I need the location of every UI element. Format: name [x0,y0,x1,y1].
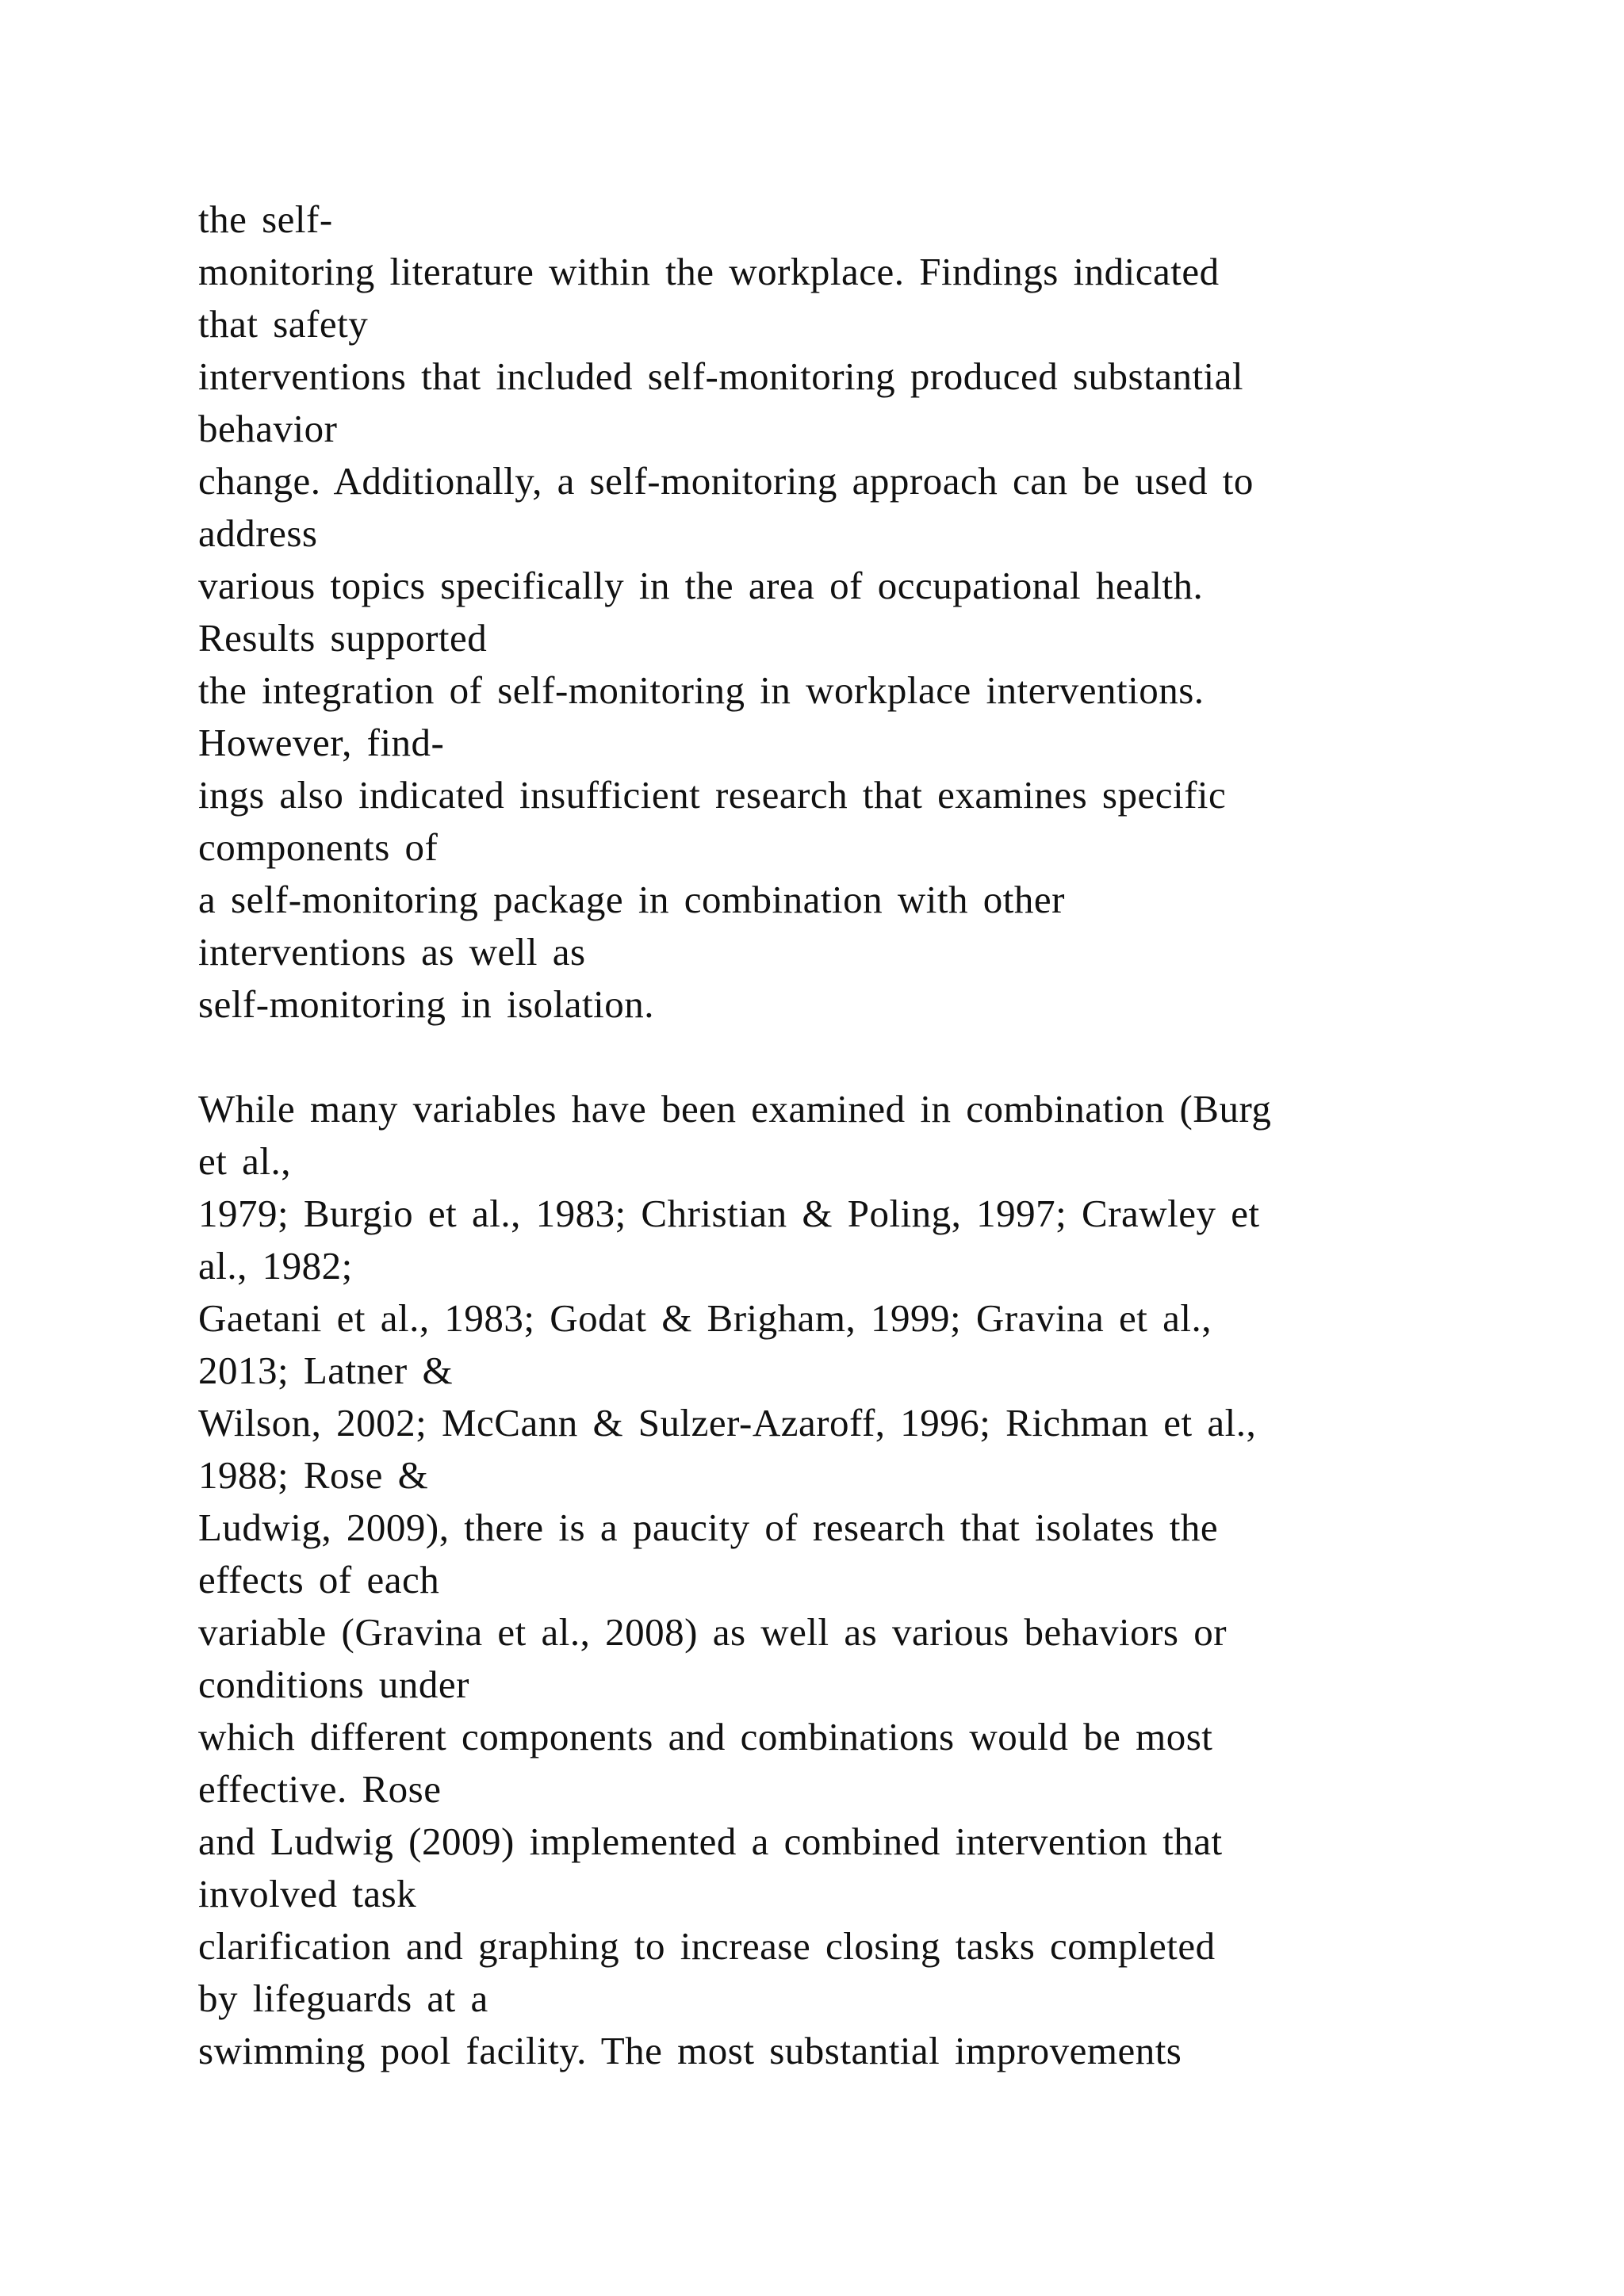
text-line: monitoring literature within the workplace. Findings indicated [198,250,1220,293]
text-line: Wilson, 2002; McCann & Sulzer-Azaroff, 1996; Richman et al., [198,1401,1257,1445]
text-line: While many variables have been examined in combination (Burg [198,1087,1272,1131]
text-line: conditions under [198,1663,469,1706]
text-line: various topics specifically in the area of occupational health. [198,564,1204,607]
text-line: that safety [198,302,369,346]
text-line: the self- [198,197,333,241]
text-line: a self-monitoring package in combination with other [198,878,1065,921]
text-line: swimming pool facility. The most substantial improvements [198,2029,1182,2072]
text-line: Gaetani et al., 1983; Godat & Brigham, 1999; Gravina et al., [198,1296,1212,1340]
text-line: interventions as well as [198,930,586,974]
text-line: interventions that included self-monitoring produced substantial [198,354,1244,398]
paragraph-1 [198,193,1467,1031]
text-line: variable (Gravina et al., 2008) as well as various behaviors or [198,1610,1228,1654]
text-line: behavior [198,407,338,450]
text-line: self-monitoring in isolation. [198,982,654,1026]
text-line: address [198,511,318,555]
text-line: and Ludwig (2009) implemented a combined intervention that [198,1820,1223,1863]
text-line: clarification and graphing to increase closing tasks completed [198,1924,1216,1968]
text-line: et al., [198,1139,291,1183]
text-line: involved task [198,1872,417,1915]
text-line: 1988; Rose & [198,1453,429,1497]
text-line: components of [198,825,439,869]
text-line: change. Additionally, a self-monitoring approach can be used to [198,459,1254,503]
text-line: the integration of self-monitoring in workplace interventions. [198,668,1205,712]
text-line: effects of each [198,1558,440,1601]
text-line: al., 1982; [198,1244,353,1288]
paragraph-2 [198,1083,1467,2077]
text-line: 2013; Latner & [198,1349,454,1392]
text-line: Ludwig, 2009), there is a paucity of research that isolates the [198,1506,1219,1549]
text-line: ings also indicated insufficient research that examines specific [198,773,1227,817]
text-line: which different components and combinations would be most [198,1715,1213,1758]
text-line: effective. Rose [198,1767,442,1811]
text-line: 1979; Burgio et al., 1983; Christian & Poling, 1997; Crawley et [198,1192,1260,1235]
text-line: Results supported [198,616,488,660]
text-line: However, find- [198,721,445,764]
text-line: by lifeguards at a [198,1976,488,2020]
